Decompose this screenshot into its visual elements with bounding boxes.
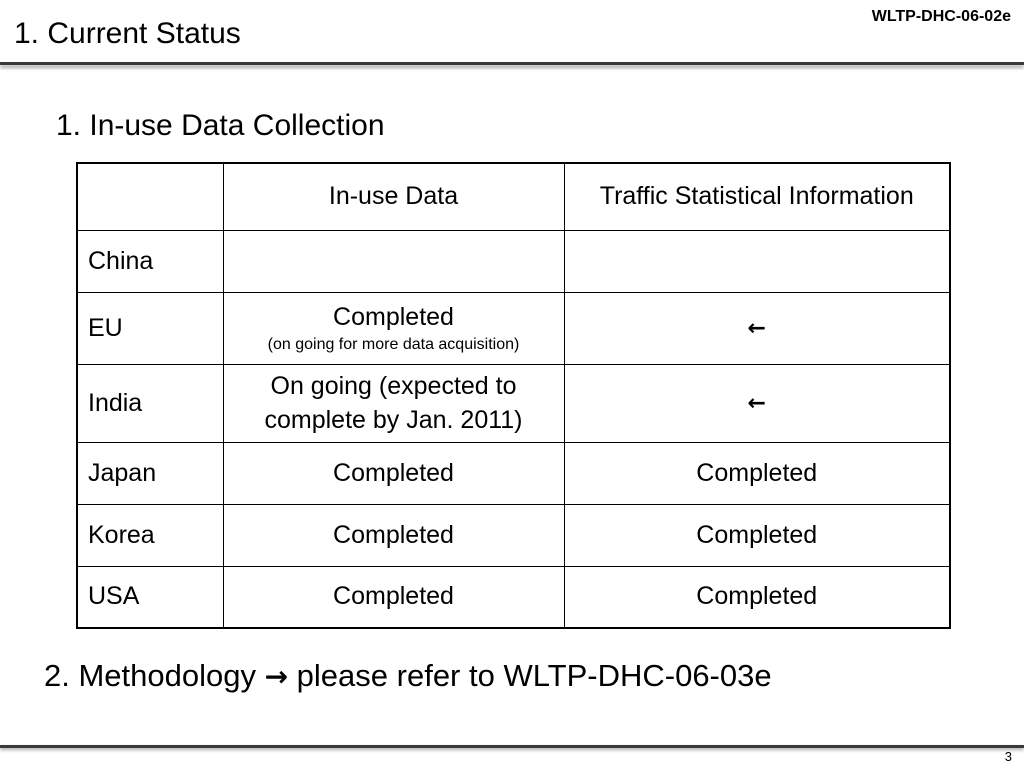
in-use-data-cell: Completed	[223, 504, 564, 566]
status-note: (on going for more data acquisition)	[267, 335, 520, 353]
traffic-info-cell: Completed	[564, 566, 950, 628]
header-divider	[0, 62, 1024, 65]
arrow-left-icon: ←	[747, 391, 766, 416]
header-cell-traffic-statistical-information: Traffic Statistical Information	[564, 163, 950, 230]
region-cell: China	[77, 230, 223, 292]
region-cell: USA	[77, 566, 223, 628]
traffic-info-cell: Completed	[564, 504, 950, 566]
header-cell-in-use-data: In-use Data	[223, 163, 564, 230]
status-text-line-2: complete by Jan. 2011)	[264, 406, 523, 434]
header-cell-empty	[77, 163, 223, 230]
in-use-data-cell: Completed	[223, 442, 564, 504]
methodology-reference: please refer to WLTP-DHC-06-03e	[288, 658, 772, 693]
in-use-data-cell	[223, 292, 564, 364]
section-heading: 1. In-use Data Collection	[56, 109, 385, 142]
status-text-line-1: On going (expected to	[270, 372, 517, 400]
document-id: WLTP-DHC-06-02e	[871, 8, 1011, 25]
in-use-data-cell	[223, 364, 564, 442]
table-row	[77, 442, 950, 504]
table-row	[77, 566, 950, 628]
slide-title: 1. Current Status	[14, 17, 241, 50]
footer-divider	[0, 745, 1024, 748]
page-number: 3	[1004, 749, 1012, 764]
table-row	[77, 292, 950, 364]
methodology-prefix: 2. Methodology	[44, 658, 265, 693]
in-use-data-cell: Completed	[223, 566, 564, 628]
traffic-info-cell	[564, 230, 950, 292]
table-row	[77, 364, 950, 442]
status-text: Completed	[333, 302, 454, 331]
region-cell: EU	[77, 292, 223, 364]
region-cell: Korea	[77, 504, 223, 566]
region-cell: Japan	[77, 442, 223, 504]
table-header-row	[77, 163, 950, 230]
traffic-info-cell	[564, 292, 950, 364]
methodology-line	[44, 656, 772, 697]
in-use-data-cell	[223, 230, 564, 292]
table-row	[77, 504, 950, 566]
in-use-data-table	[76, 162, 951, 629]
traffic-info-cell	[564, 364, 950, 442]
region-cell: India	[77, 364, 223, 442]
table-row	[77, 230, 950, 292]
arrow-right-icon: →	[264, 660, 289, 693]
arrow-left-icon: ←	[747, 316, 766, 341]
traffic-info-cell: Completed	[564, 442, 950, 504]
